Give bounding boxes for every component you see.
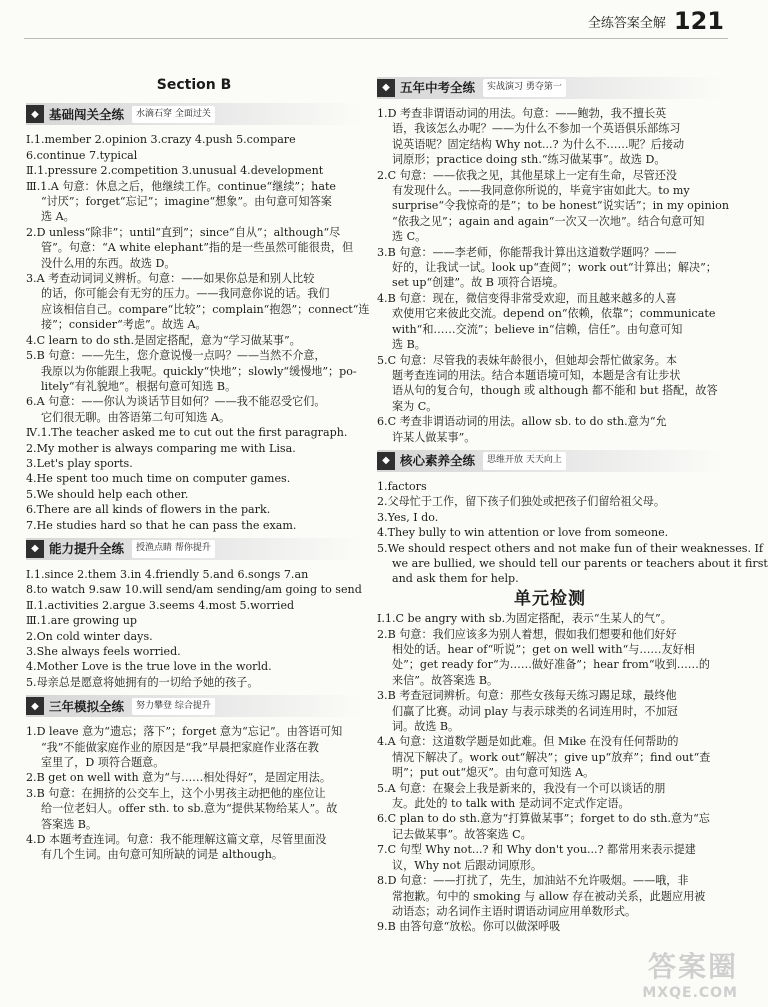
answer-line: 5.We should help each other. xyxy=(26,487,189,501)
answer-line: 4.B 句意：现在，微信变得非常受欢迎，而且越来越多的人喜 xyxy=(377,291,677,305)
answer-line: 3.B 考查冠词辨析。句意：那些女孩每天练习踢足球，最终他 xyxy=(377,689,677,703)
answer-continuation: 管”。句意：“A white elephant”指的是一些虽然可能很贵，但 xyxy=(41,241,354,255)
answer-continuation: 好的，让我试一试。look up“查阅”；work out“计算出；解决”； xyxy=(392,261,717,275)
answer-line: 7.C 句型 Why not...? 和 Why don't you...? 都常用来表示提建 xyxy=(377,843,696,857)
answer-line: 3.She always feels worried. xyxy=(26,645,181,658)
answer-line: Ⅲ.1.A 句意：休息之后，他继续工作。continue“继续”；hate xyxy=(26,179,336,193)
answer-continuation: 欢使用它来彼此交流。depend on“依赖，依靠”；communicate xyxy=(392,307,716,321)
answer-continuation: litely“有礼貌地”。根据句意可知选 B。 xyxy=(41,379,237,393)
banner-diamond-icon: ◆ xyxy=(26,540,44,558)
banner-title: 核心素养全练 xyxy=(400,453,476,469)
banner-subtitle: 授渔点睛 帮你提升 xyxy=(132,540,215,557)
answer-continuation: 来信”。故答案选 B。 xyxy=(392,673,499,687)
answer-line: 2.B get on well with 意为“与……相处得好”，是固定用法。 xyxy=(26,771,331,785)
answer-line: Ⅱ.1.activities 2.argue 3.seems 4.most 5.worried xyxy=(26,598,295,612)
answer-line: 6.continue 7.typical xyxy=(26,148,138,162)
answer-continuation: 友。此处的 to talk with 是动词不定式作定语。 xyxy=(392,797,630,811)
answer-continuation: “我”不能做家庭作业的原因是“我”早晨把家庭作业落在教 xyxy=(41,740,319,754)
answer-line: 3.B 句意：在拥挤的公交车上，这个小男孩主动把他的座位让 xyxy=(26,786,326,800)
answer-continuation: 它们很无聊。由答语第二句可知选 A。 xyxy=(41,410,231,424)
answer-line: 5.母亲总是愿意将她拥有的一切给予她的孩子。 xyxy=(26,675,259,689)
answer-line: 4.D 本题考查连词。句意：我不能理解这篇文章，尽管里面没 xyxy=(26,833,327,847)
banner-diamond-icon: ◆ xyxy=(377,452,395,470)
answer-line: 9.B 由答句意“放松。你可以做深呼吸 xyxy=(377,920,561,934)
answer-continuation: 词。故选 B。 xyxy=(392,720,460,734)
answer-continuation: 动语态；动名词作主语时谓语动词应用单数形式。 xyxy=(392,904,637,918)
banner-subtitle: 努力攀登 综合提升 xyxy=(132,698,215,715)
answer-line: 4.He spent too much time on computer games. xyxy=(26,472,291,486)
banner-title: 基础闯关全练 xyxy=(49,106,125,122)
answer-line: Ⅰ.1.since 2.them 3.in 4.friendly 5.and 6.songs 7.an xyxy=(26,567,309,581)
answer-line: 2.父母忙于工作，留下孩子们独处或把孩子们留给祖父母。 xyxy=(377,495,665,509)
answer-line: Ⅰ.1.member 2.opinion 3.crazy 4.push 5.compare xyxy=(26,133,296,147)
left-column xyxy=(26,72,370,863)
answer-continuation: 有几个生词。由句意可知所缺的词是 although。 xyxy=(41,848,283,862)
answer-continuation: set up“创建”。故 B 项符合语境。 xyxy=(392,276,564,290)
answer-line: 4.A 句意：这道数学题是如此难。但 Mike 在没有任何帮助的 xyxy=(377,735,679,749)
answer-continuation: 记去做某事”。故答案选 C。 xyxy=(392,827,532,841)
answer-line: 5.C 句意：尽管我的表妹年龄很小，但她却会帮忙做家务。本 xyxy=(377,353,677,367)
answer-line: 2.On cold winter days. xyxy=(26,629,153,643)
answer-continuation: 室里了，D 项符合题意。 xyxy=(41,756,165,770)
answer-line: 6.C plan to do sth.意为“打算做某事”；forget to do sth.意为“忘 xyxy=(377,812,710,826)
answer-line: 2.B 句意：我们应该多为别人着想，假如我们想要和他们好好 xyxy=(377,627,677,641)
answer-line: 3.B 句意：——李老师，你能帮我计算出这道数学题吗？—— xyxy=(377,245,677,259)
answer-continuation: 我原以为你能跟上我呢。quickly“快地”；slowly“缓慢地”；po- xyxy=(41,364,357,378)
answer-line: 3.A 考查动词词义辨析。句意：——如果你总是和别人比较 xyxy=(26,272,315,286)
banner-subtitle: 思维开放 天天向上 xyxy=(483,452,566,469)
answer-continuation: 选 A。 xyxy=(41,210,75,224)
answer-continuation: 语，我该怎么办呢？——为什么不参加一个英语俱乐部练习 xyxy=(392,122,681,136)
answer-continuation: 给一位老妇人。offer sth. to sb.意为“提供某物给某人”。故 xyxy=(41,802,338,816)
answer-line: 7.He studies hard so that he can pass the exam. xyxy=(26,518,297,532)
answer-continuation: 有发现什么。——我同意你所说的，毕竟宇宙如此大。to my xyxy=(392,184,690,198)
answer-line: Ⅳ.1.The teacher asked me to cut out the first paragraph. xyxy=(26,426,348,440)
answer-line: 2.C 句意：——依我之见，其他星球上一定有生命，尽管还没 xyxy=(377,168,677,182)
watermark-url: MXQE.COM xyxy=(642,985,738,1001)
banner-title: 能力提升全练 xyxy=(49,541,125,557)
answer-continuation: 明”；put out“熄灭”。由句意可知选 A。 xyxy=(392,766,595,780)
answer-continuation: 情况下解决了。work out“解决”；give up“放弃”；find out“查 xyxy=(392,750,711,764)
right-column xyxy=(377,72,768,935)
answer-line: 6.There are all kinds of flowers in the park. xyxy=(26,503,271,517)
answer-continuation: 词原形；practice doing sth.“练习做某事”。故选 D。 xyxy=(392,153,666,167)
header-title: 全练答案全解 xyxy=(587,15,666,31)
answer-line: 5.A 句意：在聚会上我是新来的，我没有一个可以谈话的朋 xyxy=(377,781,666,795)
section-banner xyxy=(377,450,723,472)
answer-continuation: 议，Why not 后跟动词原形。 xyxy=(392,858,542,872)
answer-continuation: 选 B。 xyxy=(392,338,426,352)
answer-continuation: 语从句的复合句，though 或 although 都不能和 but 搭配，故答 xyxy=(392,384,718,398)
banner-diamond-icon: ◆ xyxy=(377,79,395,97)
answer-line: 1.D 考查非谓语动词的用法。句意：——鲍勃，我不擅长英 xyxy=(377,107,667,120)
section-banner xyxy=(377,77,723,99)
answer-continuation: “讨厌”；forget“忘记”；imagine“想象”。由句意可知答案 xyxy=(41,195,332,209)
answer-line: 4.They bully to win attention or love from someone. xyxy=(377,526,669,540)
answer-continuation: 应该相信自己。compare“比较”；complain“抱怨”；connect“连 xyxy=(41,302,370,316)
answer-line: 4.Mother Love is the true love in the world. xyxy=(26,660,272,674)
answer-continuation: 选 C。 xyxy=(392,230,427,244)
banner-diamond-icon: ◆ xyxy=(26,105,44,123)
section-banner xyxy=(26,695,362,717)
answer-line: 2.My mother is always comparing me with Lisa. xyxy=(26,441,296,455)
answer-continuation: 案为 C。 xyxy=(392,399,438,413)
answer-continuation: and ask them for help. xyxy=(392,572,519,586)
watermark xyxy=(642,945,738,1001)
answer-continuation: 的话，你可能会有无穷的压力。——我同意你说的话。我们 xyxy=(41,287,330,301)
unit-test-title: 单元检测 xyxy=(514,588,586,609)
answer-continuation: 没什么用的东西。故选 D。 xyxy=(41,256,176,270)
answer-line: 4.C learn to do sth.是固定搭配，意为“学习做某事”。 xyxy=(26,333,301,347)
answer-line: 6.A 句意：——你认为谈话节目如何？——我不能忍受它们。 xyxy=(26,395,326,409)
header-rule xyxy=(24,38,728,39)
answer-continuation: we are bullied, we should tell our parents or teachers about it first xyxy=(392,556,768,570)
answer-continuation: 常抱歉。句中的 smoking 与 allow 存在被动关系，此题应用被 xyxy=(392,889,706,903)
banner-subtitle: 实战演习 勇夺第一 xyxy=(483,79,566,96)
answer-line: 3.Let's play sports. xyxy=(26,456,133,470)
section-title: Section B xyxy=(156,77,232,93)
section-banner xyxy=(26,103,362,125)
running-header xyxy=(588,6,724,36)
banner-subtitle: 水滴石穿 全面过关 xyxy=(132,106,215,123)
page-number: 121 xyxy=(673,7,724,35)
banner-diamond-icon: ◆ xyxy=(26,697,44,715)
banner-title: 五年中考全练 xyxy=(400,80,476,96)
answer-line: Ⅱ.1.pressure 2.competition 3.unusual 4.development xyxy=(26,164,324,178)
answer-line: 8.to watch 9.saw 10.will send/am sending/am going to send xyxy=(26,583,362,597)
answer-line: 8.D 句意：——打扰了，先生，加油站不允许吸烟。——哦，非 xyxy=(377,874,689,888)
watermark-logo: 答案圈 xyxy=(647,950,738,983)
answer-line: Ⅲ.1.are growing up xyxy=(26,614,137,628)
answer-line: 2.D unless“除非”；until“直到”；since“自从”；although“尽 xyxy=(26,225,341,239)
answer-line: 1.D leave 意为“遗忘；落下”；forget 意为“忘记”。由答语可知 xyxy=(26,725,343,739)
answer-continuation: 答案选 B。 xyxy=(41,817,98,831)
answer-continuation: with“和……交流”；believe in“信赖，信任”。由句意可知 xyxy=(392,322,683,336)
answer-continuation: 说英语呢？固定结构 Why not...? 为什么不……呢？后接动 xyxy=(392,137,685,151)
answer-continuation: 题考查连词的用法。结合本题语境可知，本题是含有让步状 xyxy=(392,368,681,382)
answer-line: 5.We should respect others and not make fun of their weaknesses. If xyxy=(377,541,764,555)
answer-continuation: 们赢了比赛。动词 play 与表示球类的名词连用时，不加冠 xyxy=(392,704,678,718)
answer-continuation: 接”；consider“考虑”。故选 A。 xyxy=(41,318,207,332)
section-banner xyxy=(26,538,362,560)
banner-title: 三年模拟全练 xyxy=(49,698,125,714)
answer-continuation: 许某人做某事”。 xyxy=(392,430,476,444)
answer-line: 6.C 考查非谓语动词的用法。allow sb. to do sth.意为“允 xyxy=(377,415,667,429)
answer-continuation: 相处的话。hear of“听说”；get on well with“与……友好相 xyxy=(392,643,695,656)
answer-continuation: “依我之见”；again and again“一次又一次地”。结合句意可知 xyxy=(392,214,705,228)
answer-line: 3.Yes, I do. xyxy=(377,510,439,524)
answer-line: Ⅰ.1.C be angry with sb.为固定搭配，表示“生某人的气”。 xyxy=(377,612,672,626)
answer-line: 5.B 句意：——先生，您介意说慢一点吗？——当然不介意， xyxy=(26,349,326,363)
answer-continuation: surprise“令我惊奇的是”；to be honest“说实话”；in my opinion xyxy=(392,199,729,213)
answer-continuation: 处”；get ready for“为……做好准备”；hear from“收到……的 xyxy=(392,658,710,672)
answer-line: 1.factors xyxy=(377,479,427,493)
